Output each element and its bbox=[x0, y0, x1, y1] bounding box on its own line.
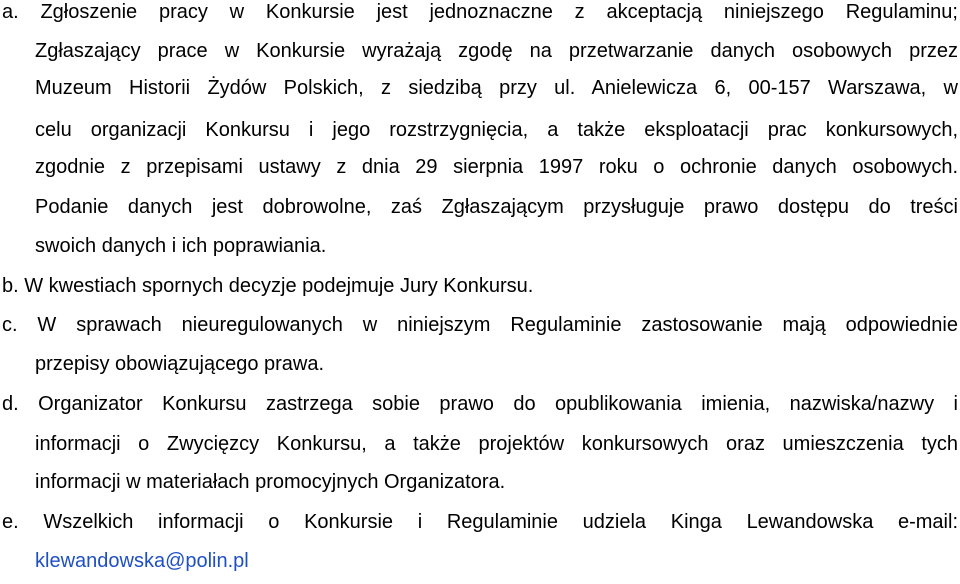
email-link[interactable]: klewandowska@polin.pl bbox=[35, 550, 249, 572]
item-a-line-6: Podanie danych jest dobrowolne, zaś Zgłaszającym przysługuje prawo dostępu do treści bbox=[35, 196, 958, 218]
item-d-line-3: informacji w materiałach promocyjnych Organizatora. bbox=[35, 471, 506, 493]
item-e-line-1: e. Wszelkich informacji o Konkursie i Regulaminie udziela Kinga Lewandowska e-mail: bbox=[2, 511, 958, 533]
item-a-line-3: Muzeum Historii Żydów Polskich, z siedzibą przy ul. Anielewicza 6, 00-157 Warszawa, w bbox=[35, 77, 958, 99]
item-d-line-1: d. Organizator Konkursu zastrzega sobie prawo do opublikowania imienia, nazwiska/nazwy i bbox=[2, 393, 958, 415]
item-a-line-1: a. Zgłoszenie pracy w Konkursie jest jednoznaczne z akceptacją niniejszego Regulaminu; bbox=[2, 1, 958, 23]
item-c-line-1: c. W sprawach nieuregulowanych w niniejszym Regulaminie zastosowanie mają odpowiednie bbox=[2, 314, 958, 336]
item-b-line-1: b. W kwestiach spornych decyzje podejmuje Jury Konkursu. bbox=[2, 275, 534, 297]
item-a-line-5: zgodnie z przepisami ustawy z dnia 29 sierpnia 1997 roku o ochronie danych osobowych. bbox=[35, 156, 958, 178]
item-a-line-4: celu organizacji Konkursu i jego rozstrzygnięcia, a także eksploatacji prac konkursowych, bbox=[35, 119, 958, 141]
item-a-line-2: Zgłaszający prace w Konkursie wyrażają zgodę na przetwarzanie danych osobowych przez bbox=[35, 40, 958, 62]
item-c-line-2: przepisy obowiązującego prawa. bbox=[35, 353, 325, 375]
item-d-line-2: informacji o Zwycięzcy Konkursu, a także projektów konkursowych oraz umieszczenia tych bbox=[35, 433, 958, 455]
item-a-line-7: swoich danych i ich poprawiania. bbox=[35, 235, 327, 257]
